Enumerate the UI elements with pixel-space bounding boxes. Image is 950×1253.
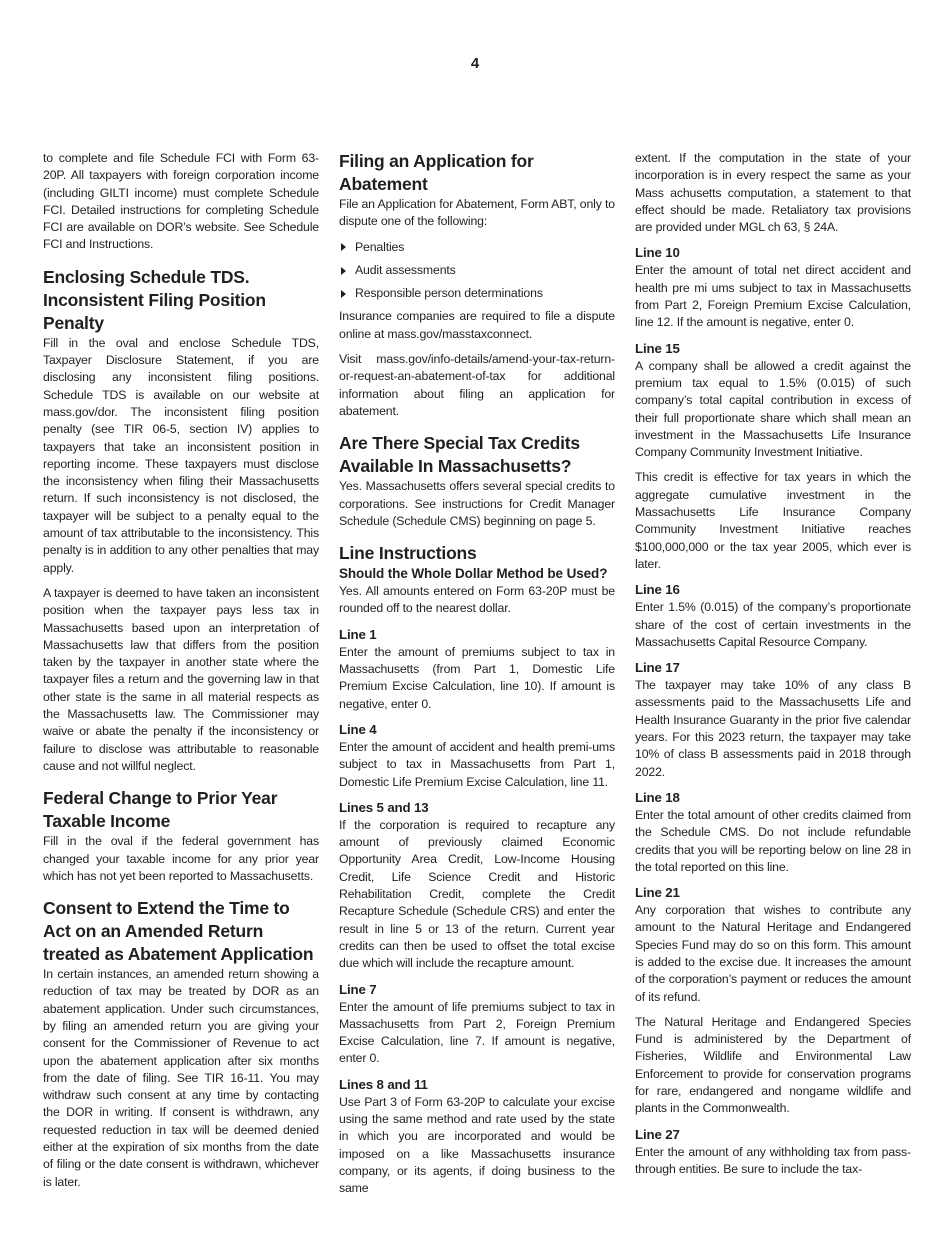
abatement-paragraph-2: Insurance companies are required to file a dispute online at mass.gov/masstaxconnect. xyxy=(339,309,615,341)
column-middle xyxy=(339,150,615,1205)
line-21-paragraph-1: Any corporation that wishes to contribute any amount to the Natural Heritage and Endangered Species Fund may do so on this form. This amount is added to the excise due. It increases the amount of the corporation’s payment or reduces the amount of its refund. xyxy=(635,903,911,1004)
line-16-heading: Line 16 xyxy=(635,582,680,598)
list-item: Penalties xyxy=(339,239,615,256)
line-1-paragraph: Enter the amount of premiums subject to tax in Massachusetts (from Part 1, Domestic Life Premium Excise Calculation, line 10). If amount is negative, enter 0. xyxy=(339,644,615,711)
column-left xyxy=(43,150,319,1199)
line-15-paragraph-1: A company shall be allowed a credit against the premium tax equal to 1.5% (0.015) of such company’s total capital contribution in excess of their full proportionate share which shall mean an investment in the Massachusetts Life Insurance Company Community Investment Initiative. xyxy=(635,358,911,460)
line-instructions-heading: Line Instructions xyxy=(339,543,477,564)
whole-dollar-heading: Should the Whole Dollar Method be Used? xyxy=(339,566,608,582)
line-18-heading: Line 18 xyxy=(635,789,680,805)
page-number: 4 xyxy=(470,55,480,72)
list-item: Responsible person determinations xyxy=(339,285,615,302)
tds-paragraph-1: Fill in the oval and enclose Schedule TDS, Taxpayer Disclosure Statement, if you are disclosing any inconsistent filing positions. Schedule TDS is available on our website at mass.gov/dor. The inconsistent filing position penalty (see TIR 06-5, section IV) applies to taxpayers that take an inconsistent position in reporting income. These taxpayers must disclose the inconsistency when filing their Massachusetts return. If such inconsistency is not disclosed, the taxpayer will be subject to a penalty equal to the amount of tax attributable to the inconsistency. This penalty is in addition to any other penalties that may apply. xyxy=(43,335,319,575)
lines-8-11-paragraph: Use Part 3 of Form 63-20P to calculate your excise using the same method and rate used by the state in which you are incorporated and would be imposed on a like Massachusetts insurance company, or its agents, if doing business to the same xyxy=(339,1094,615,1196)
line-4-heading: Line 4 xyxy=(339,721,377,737)
abatement-paragraph-3: Visit mass.gov/info-details/amend-your-tax-return-or-request-an-abatement-of-tax for additional information about filing an application for abatement. xyxy=(339,352,615,418)
consent-heading: Consent to Extend the Time to Act on an Amended Return treated as Abatement Application xyxy=(43,898,314,965)
abatement-heading: Filing an Application for Abatement xyxy=(339,151,534,194)
line-18-paragraph: Enter the total amount of other credits claimed from the Schedule CMS. Do not include refundable credits that you will be reporting below on line 28 in the total reported on this line. xyxy=(635,807,911,874)
list-item: Audit assessments xyxy=(339,262,615,279)
line-7-heading: Line 7 xyxy=(339,981,377,997)
continued-paragraph: extent. If the computation in the state of your incorporation is in every respect the same as your Mass achusetts computation, a statement to that effect should be made. Retaliatory tax provisions are provided under MGL ch 63, § 24A. xyxy=(635,151,911,235)
line-27-heading: Line 27 xyxy=(635,1126,680,1142)
abatement-paragraph-1: File an Application for Abatement, Form ABT, only to dispute one of the following: xyxy=(339,197,615,229)
lines-5-13-paragraph: If the corporation is required to recapture any amount of previously claimed Economic Opportunity Area Credit, Low-Income Housing Credit, Life Science Credit and Historic Rehabilitation Credit, complete the Credit Recapture Schedule (Schedule CRS) and enter the result in line 5 or 13 of the return. Current year credits can then be used to offset the total excise due which will include the recapture amount. xyxy=(339,817,615,971)
federal-change-heading: Federal Change to Prior Year Taxable Income xyxy=(43,788,278,832)
line-21-paragraph-2: The Natural Heritage and Endangered Species Fund is administered by the Department of Fisheries, Wildlife and Environmental Law Enforcement to provide for conservation programs for rare, endangered and nongame wildlife and plants in the Commonwealth. xyxy=(635,1014,911,1116)
abatement-bullet-list xyxy=(339,239,615,303)
line-15-paragraph-2: This credit is effective for tax years in which the aggregate cumulative investment in the Massachusetts Life Insurance Company Community Investment Initiative reaches $100,000,000 or the tax year 2005, which ever is later. xyxy=(635,470,911,571)
line-17-paragraph: The taxpayer may take 10% of any class B assessments paid to the Massachusetts Life and Health Insurance Guaranty in the prior five calendar years. For this 2023 return, the taxpayer may take 10% of class B assessments paid in 2018 through 2022. xyxy=(635,678,911,779)
triangle-bullet-icon xyxy=(341,243,346,251)
lines-5-13-heading: Lines 5 and 13 xyxy=(339,799,429,815)
line-1-heading: Line 1 xyxy=(339,626,377,642)
line-17-heading: Line 17 xyxy=(635,660,680,676)
line-21-heading: Line 21 xyxy=(635,885,680,901)
line-16-paragraph: Enter 1.5% (0.015) of the company’s proportionate share of the cost of certain investments in the Massachusetts Capital Resource Company. xyxy=(635,600,911,649)
triangle-bullet-icon xyxy=(341,290,346,298)
tds-heading: Enclosing Schedule TDS. Inconsistent Filing Position Penalty xyxy=(43,266,266,333)
column-right xyxy=(635,150,911,1186)
tds-paragraph-2: A taxpayer is deemed to have taken an inconsistent position when the taxpayer pays less tax in Massachusetts based upon an interpretation of Massachusetts law that differs from the position taken by the taxpayer in another state where the taxpayer files a return and the governing law in that other state is the same in all material respects as the Massachusetts law. The Commissioner may waive or abate the penalty if the inconsistency or failure to disclose was attributable to reasonable cause and not willful neglect. xyxy=(43,585,319,773)
line-15-heading: Line 15 xyxy=(635,340,680,356)
whole-dollar-paragraph: Yes. All amounts entered on Form 63-20P must be rounded off to the nearest dollar. xyxy=(339,584,615,616)
federal-change-paragraph: Fill in the oval if the federal government has changed your taxable income for any prior year which has not yet been reported to Massachusetts. xyxy=(43,834,319,883)
line-10-heading: Line 10 xyxy=(635,245,680,261)
credits-paragraph: Yes. Massachusetts offers several special credits to corporations. See instructions for Credit Manager Schedule (Schedule CMS) beginning on page 5. xyxy=(339,479,615,528)
line-27-paragraph: Enter the amount of any withholding tax from pass-through entities. Be sure to include the tax- xyxy=(635,1144,911,1176)
lines-8-11-heading: Lines 8 and 11 xyxy=(339,1076,428,1092)
credits-heading: Are There Special Tax Credits Available In Massachusetts? xyxy=(339,433,580,477)
fci-intro-paragraph: to complete and file Schedule FCI with Form 63-20P. All taxpayers with foreign corporation income (including GILTI income) must complete Schedule FCI. Detailed instructions for completing Schedule FCI are available on DOR’s website. See Schedule FCI and Instructions. xyxy=(43,151,319,252)
consent-paragraph: In certain instances, an amended return showing a reduction of tax may be treated by DOR as an abatement application. Under such circumstances, by filing an amended return you are giving your consent for the Commissioner of Revenue to act upon the abatement application after six months from the date of filing. See TIR 16-11. You may withdraw such consent at any time by contacting the DOR in writing. If consent is withdrawn, any requested reduction in tax will be deemed denied either at the expiration of six months from the date of filing or the date consent is withdrawn, whichever is later. xyxy=(43,967,319,1189)
triangle-bullet-icon xyxy=(341,267,346,275)
line-7-paragraph: Enter the amount of life premiums subject to tax in Massachusetts from Part 2, Foreign Premium Excise Calculation, line 7. If amount is negative, enter 0. xyxy=(339,999,615,1066)
line-4-paragraph: Enter the amount of accident and health premi-ums subject to tax in Massachusetts from Part 1, Domestic Life Premium Excise Calculation, line 11. xyxy=(339,739,615,789)
line-10-paragraph: Enter the amount of total net direct accident and health pre mi ums subject to tax in Massachusetts from Part 2, Foreign Premium Excise Calculation, line 12. If the amount is negative, enter 0. xyxy=(635,263,911,330)
